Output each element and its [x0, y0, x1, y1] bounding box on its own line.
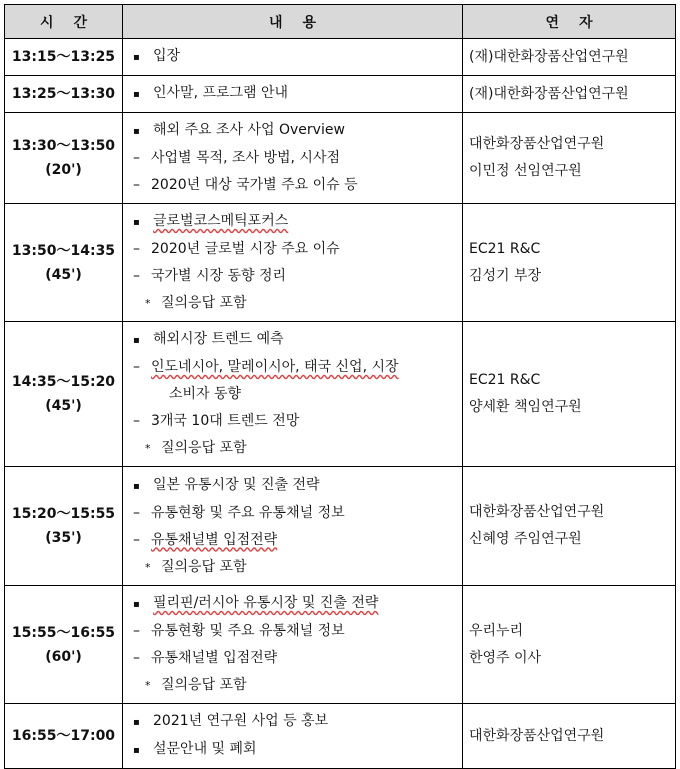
speaker-org: 우리누리 — [469, 622, 524, 639]
bullet-mark: ▪ — [133, 126, 140, 137]
speaker-org: EC21 R&C — [469, 240, 541, 257]
note-mark: * — [145, 679, 151, 692]
content-sub-line — [131, 500, 458, 527]
content-text: 유통채널별 입점전략 — [151, 531, 278, 548]
content-text: 질의응답 포함 — [161, 295, 247, 311]
table-row — [5, 467, 676, 586]
content-text: 입장 — [153, 48, 181, 64]
time-cell — [5, 467, 123, 586]
table-row — [5, 204, 676, 322]
content-sub-line — [131, 263, 458, 290]
sub-mark: – — [133, 650, 140, 666]
sub-mark: – — [133, 268, 140, 284]
content-sub-line — [131, 172, 458, 199]
content-cell — [123, 322, 463, 467]
speaker-cell — [463, 76, 676, 113]
speaker-org: 대한화장품산업연구원 — [469, 504, 605, 520]
time-cell — [5, 586, 123, 704]
content-text: 국가별 시장 동향 정리 — [151, 268, 287, 284]
content-text: 설문안내 및 폐회 — [153, 741, 257, 757]
content-sub-line — [131, 354, 458, 381]
speaker-cell — [463, 322, 676, 467]
duration: (45') — [45, 266, 82, 283]
speaker-cell — [463, 204, 676, 322]
note-mark: * — [145, 560, 151, 574]
content-note-line — [131, 554, 458, 581]
content-cont-line — [131, 381, 458, 408]
content-bullet-line — [131, 472, 458, 500]
content-text: 해외 주요 조사 사업 Overview — [153, 122, 345, 138]
speaker-org: EC21 R&C — [469, 372, 541, 388]
duration: (20') — [45, 162, 82, 178]
sub-mark: – — [133, 241, 140, 257]
time-cell — [5, 322, 123, 467]
speaker-name: 양세환 책임연구원 — [469, 399, 582, 415]
speaker-cell — [463, 113, 676, 204]
speaker-cell — [463, 467, 676, 586]
time-range: 13:30～13:50 — [11, 138, 116, 154]
content-note-line — [131, 672, 458, 699]
content-sub-line — [131, 527, 458, 554]
time-range: 15:55～16:55 — [11, 624, 116, 641]
content-bullet-line — [131, 43, 458, 71]
content-text: 질의응답 포함 — [161, 677, 247, 693]
content-cell — [123, 113, 463, 204]
content-text: 3개국 10대 트렌드 전망 — [151, 413, 300, 429]
schedule-body — [5, 39, 676, 769]
time-range: 13:50～14:35 — [11, 242, 116, 259]
content-text: 유통현황 및 주요 유통채널 정보 — [151, 504, 345, 521]
time-range: 14:35～15:20 — [11, 374, 116, 390]
note-mark: * — [145, 297, 151, 310]
content-cell — [123, 467, 463, 586]
time-cell — [5, 204, 123, 322]
time-range: 16:55～17:00 — [11, 728, 116, 744]
content-cell — [123, 76, 463, 113]
content-text: 질의응답 포함 — [161, 558, 247, 575]
bullet-mark: ▪ — [133, 335, 140, 346]
speaker-org: (재)대한화장품산업연구원 — [469, 48, 629, 65]
duration: (45') — [45, 398, 82, 414]
content-note-line — [131, 435, 458, 462]
bullet-mark: ▪ — [133, 717, 140, 728]
table-row — [5, 704, 676, 769]
content-bullet-line — [131, 326, 458, 354]
table-header-row — [5, 5, 676, 39]
header-speaker: 연자 — [463, 5, 676, 39]
content-bullet-line — [131, 80, 458, 108]
schedule-table-container — [4, 4, 675, 757]
sub-mark: – — [133, 504, 140, 521]
time-cell — [5, 39, 123, 76]
time-range: 13:25～13:30 — [11, 86, 116, 102]
content-cell — [123, 39, 463, 76]
sub-mark: – — [133, 177, 140, 193]
bullet-mark: ▪ — [133, 745, 140, 756]
header-content: 내용 — [123, 5, 463, 39]
schedule-table — [4, 4, 676, 769]
speaker-name: 한영주 이사 — [469, 649, 542, 666]
content-bullet-line — [131, 590, 458, 618]
time-range: 15:20～15:55 — [11, 506, 116, 522]
content-text: 일본 유통시장 및 진출 전략 — [153, 476, 320, 493]
content-cell — [123, 204, 463, 322]
speaker-org: 대한화장품산업연구원 — [469, 727, 605, 744]
content-sub-line — [131, 408, 458, 435]
content-cell — [123, 586, 463, 704]
content-text: 글로벌코스메틱포커스 — [153, 213, 289, 229]
content-text: 2021년 연구원 사업 등 홍보 — [153, 713, 329, 729]
time-range: 13:15～13:25 — [11, 49, 116, 65]
content-bullet-line — [131, 117, 458, 145]
bullet-mark: ▪ — [133, 217, 140, 228]
table-row — [5, 113, 676, 204]
speaker-cell — [463, 704, 676, 769]
content-text: 질의응답 포함 — [161, 440, 247, 456]
note-mark: * — [145, 442, 151, 455]
content-text: 유통채널별 입점전략 — [151, 650, 278, 666]
speaker-org: 대한화장품산업연구원 — [469, 136, 605, 152]
time-cell — [5, 76, 123, 113]
content-cell — [123, 704, 463, 769]
table-row — [5, 76, 676, 113]
content-sub-line — [131, 145, 458, 172]
bullet-mark: ▪ — [133, 52, 140, 63]
sub-mark: – — [133, 150, 140, 166]
speaker-cell — [463, 586, 676, 704]
time-cell — [5, 113, 123, 204]
table-row — [5, 322, 676, 467]
speaker-name: 신혜영 주임연구원 — [469, 531, 582, 547]
content-text: 유통현황 및 주요 유통채널 정보 — [151, 623, 345, 639]
bullet-mark: ▪ — [133, 89, 140, 100]
sub-mark: – — [133, 413, 140, 429]
content-text: 필리핀/러시아 유통시장 및 진출 전략 — [153, 595, 379, 611]
table-row — [5, 39, 676, 76]
content-text: 해외시장 트렌드 예측 — [153, 331, 284, 347]
sub-mark: – — [133, 531, 140, 548]
sub-mark: – — [133, 623, 140, 639]
content-text: 소비자 동향 — [169, 386, 242, 402]
content-sub-line — [131, 236, 458, 263]
content-note-line — [131, 290, 458, 317]
speaker-name: 김성기 부장 — [469, 267, 542, 284]
content-text: 사업별 목적, 조사 방법, 시사점 — [151, 150, 340, 166]
speaker-cell — [463, 39, 676, 76]
content-sub-line — [131, 618, 458, 645]
duration: (35') — [45, 530, 82, 546]
content-bullet-line — [131, 708, 458, 736]
time-cell — [5, 704, 123, 769]
bullet-mark: ▪ — [133, 599, 140, 610]
content-text: 인사말, 프로그램 안내 — [153, 85, 289, 101]
content-bullet-line — [131, 736, 458, 764]
header-time: 시간 — [5, 5, 123, 39]
duration: (60') — [45, 648, 82, 665]
speaker-org: (재)대한화장품산업연구원 — [469, 85, 629, 102]
speaker-name: 이민정 선임연구원 — [469, 163, 582, 179]
content-text: 인도네시아, 말레이시아, 태국 신업, 시장 — [151, 359, 399, 375]
content-text: 2020년 대상 국가별 주요 이슈 등 — [151, 177, 358, 193]
sub-mark: – — [133, 359, 140, 375]
table-row — [5, 586, 676, 704]
content-text: 2020년 글로벌 시장 주요 이슈 — [151, 241, 340, 257]
content-bullet-line — [131, 208, 458, 236]
bullet-mark: ▪ — [133, 480, 140, 492]
content-sub-line — [131, 645, 458, 672]
